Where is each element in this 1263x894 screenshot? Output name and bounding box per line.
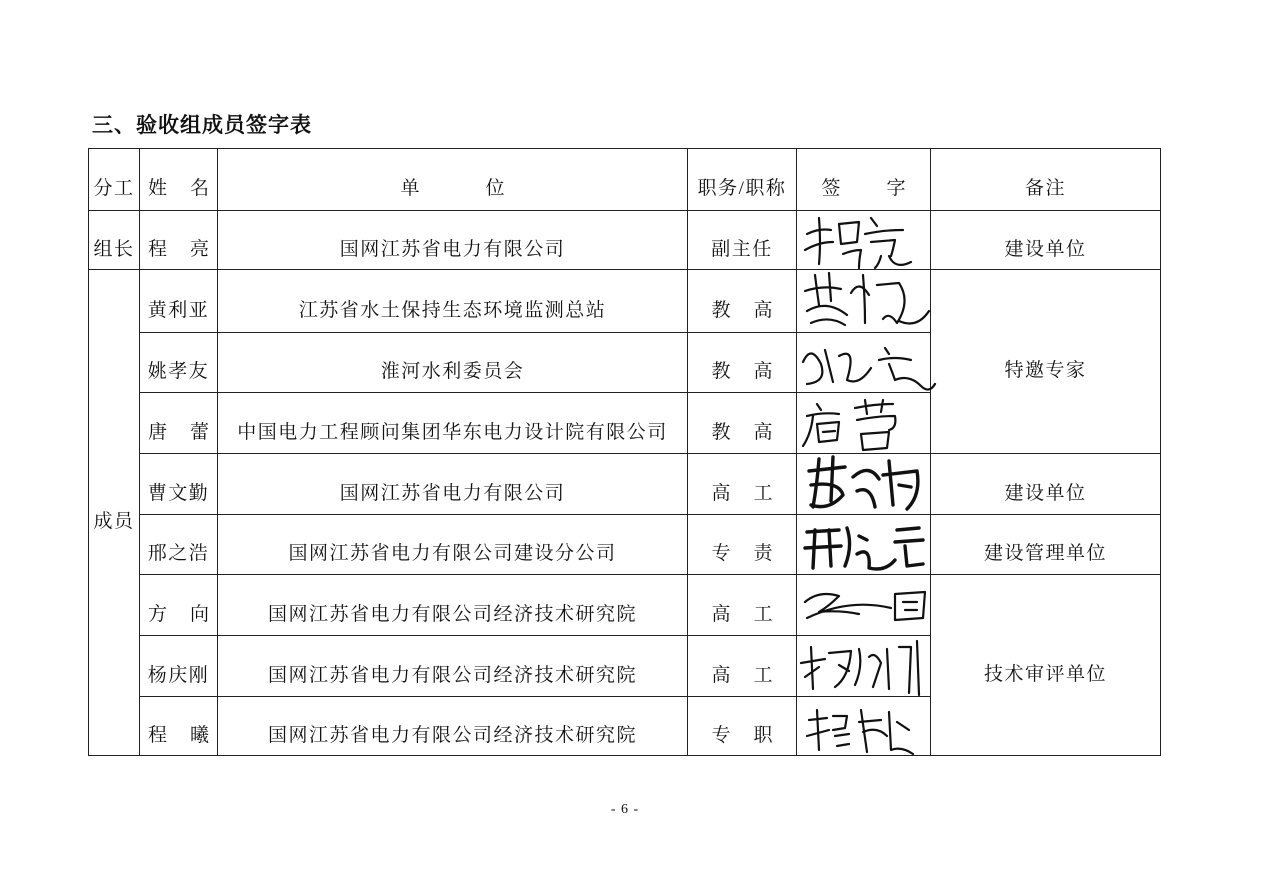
name-cell (140, 393, 232, 454)
signature-image (799, 271, 929, 329)
signature-cell (797, 454, 931, 515)
remark-label: 建设单位 (1004, 482, 1087, 504)
name-cell (140, 211, 232, 270)
member-position: 专职 (711, 724, 796, 746)
unit-cell (218, 270, 688, 333)
member-position: 副主任 (711, 238, 773, 260)
unit-cell (218, 393, 688, 454)
remark-cell (931, 270, 1161, 454)
member-name: 程曦 (147, 724, 232, 746)
member-position: 教高 (711, 361, 796, 382)
member-position: 高工 (711, 664, 796, 686)
unit-cell (218, 333, 688, 393)
position-cell (688, 697, 797, 756)
member-unit: 国网江苏省电力有限公司 (339, 238, 566, 260)
page-title: 三、验收组成员签字表 (92, 114, 312, 137)
header-unit-label: 单位 (400, 178, 571, 199)
page-number: - 6 - (610, 802, 640, 817)
header-name (140, 149, 232, 211)
name-cell (140, 636, 218, 697)
member-name: 曹文勤 (147, 482, 210, 504)
member-unit: 江苏省水土保持生态环境监测总站 (298, 299, 607, 321)
signature-image (799, 576, 929, 634)
signature-cell (797, 515, 931, 575)
unit-cell (218, 636, 688, 697)
remark-label: 建设管理单位 (983, 543, 1107, 564)
member-name: 杨庆刚 (147, 664, 210, 686)
member-unit: 中国电力工程顾问集团华东电力设计院有限公司 (237, 421, 668, 443)
remark-cell (931, 454, 1161, 515)
header-name-label: 姓名 (147, 178, 232, 199)
signature-image (799, 455, 929, 513)
remark-label: 建设单位 (1004, 238, 1087, 260)
name-cell (140, 515, 218, 575)
position-cell (688, 333, 797, 393)
remark-cell (931, 515, 1161, 575)
role-cell-members (89, 270, 140, 756)
unit-cell (218, 515, 688, 575)
unit-cell (218, 454, 688, 515)
header-signature (797, 149, 952, 211)
table-row-leader (89, 211, 1161, 270)
position-cell (688, 393, 797, 454)
remark-label: 技术审评单位 (983, 663, 1107, 685)
member-name: 邢之浩 (147, 543, 210, 564)
member-name: 方向 (147, 603, 232, 625)
signature-image (799, 637, 929, 695)
signature-cell (797, 697, 931, 756)
signature-image (799, 394, 929, 452)
member-unit: 国网江苏省电力有限公司建设分公司 (288, 543, 617, 564)
member-position: 高工 (711, 603, 796, 625)
unit-cell (218, 575, 688, 636)
header-position-label: 职务/职称 (697, 178, 787, 199)
signature-image (799, 516, 929, 574)
position-cell (688, 454, 797, 515)
signature-image (799, 698, 929, 756)
table-row (89, 575, 1161, 636)
header-position (688, 149, 797, 211)
position-cell (688, 636, 797, 697)
header-role-label: 分工 (93, 178, 135, 199)
member-unit: 国网江苏省电力有限公司经济技术研究院 (267, 724, 637, 746)
member-position: 教高 (711, 421, 796, 443)
member-name: 程亮 (147, 238, 232, 260)
header-unit (218, 149, 688, 211)
role-label: 成员 (93, 511, 135, 532)
member-position: 专责 (711, 543, 796, 564)
remark-cell (931, 575, 1161, 756)
member-name: 唐蕾 (147, 421, 232, 443)
header-remark-label: 备注 (1024, 178, 1066, 199)
signature-table (88, 148, 1161, 756)
name-cell (140, 270, 218, 333)
name-cell (140, 697, 232, 756)
name-cell (140, 454, 218, 515)
remark-cell (931, 211, 1161, 270)
member-unit: 国网江苏省电力有限公司经济技术研究院 (267, 664, 637, 686)
signature-cell (797, 393, 931, 454)
table-row (89, 515, 1161, 575)
position-cell (688, 211, 797, 270)
header-signature-label: 签字 (821, 178, 952, 199)
table-row (89, 454, 1161, 515)
table-header-row (89, 149, 1161, 211)
role-cell (89, 211, 140, 270)
role-label: 组长 (93, 238, 135, 260)
signature-cell (797, 270, 931, 333)
member-name: 黄利亚 (147, 299, 210, 321)
name-cell (140, 333, 218, 393)
header-remark (931, 149, 1161, 211)
signature-cell (797, 575, 931, 636)
member-unit: 淮河水利委员会 (380, 361, 525, 382)
member-position: 高工 (711, 482, 796, 504)
header-role (89, 149, 140, 211)
signature-cell (797, 636, 931, 697)
signature-image (799, 212, 929, 270)
member-position: 教高 (711, 299, 796, 321)
position-cell (688, 515, 797, 575)
table-row (89, 270, 1161, 333)
signature-cell (797, 211, 931, 270)
unit-cell (218, 697, 688, 756)
member-unit: 国网江苏省电力有限公司 (339, 482, 566, 504)
signature-image (799, 334, 929, 392)
unit-cell (218, 211, 688, 270)
remark-label: 特邀专家 (1004, 360, 1087, 381)
member-name: 姚孝友 (147, 361, 210, 382)
position-cell (688, 575, 797, 636)
name-cell (140, 575, 232, 636)
position-cell (688, 270, 797, 333)
member-unit: 国网江苏省电力有限公司经济技术研究院 (267, 603, 637, 625)
signature-cell (797, 333, 931, 393)
